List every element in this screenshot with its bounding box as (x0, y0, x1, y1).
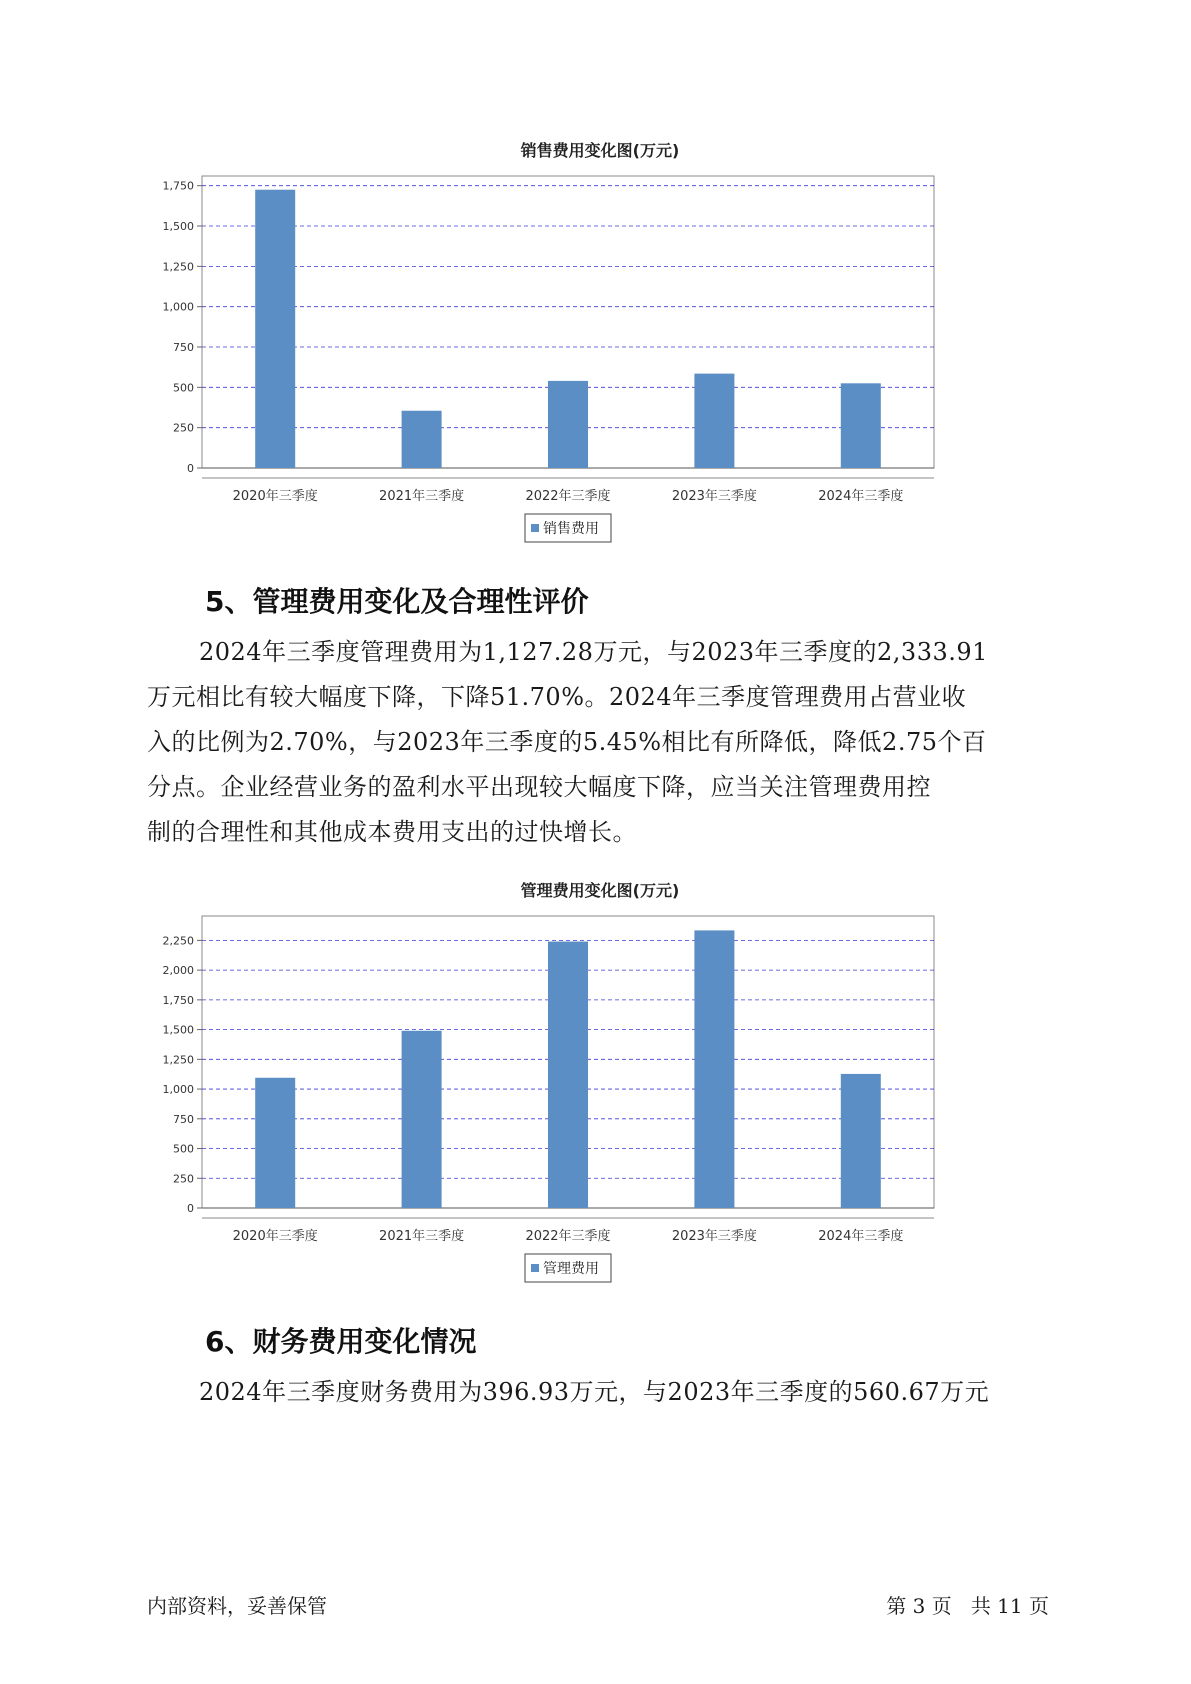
y-tick-label: 1,250 (162, 1053, 194, 1067)
chart-title: 销售费用变化图(万元) (520, 141, 680, 160)
y-tick-label: 0 (187, 462, 194, 475)
x-category-label: 2020年三季度 (232, 1229, 318, 1244)
footer-confidential-note: 内部资料，妥善保管 (147, 1594, 327, 1618)
paragraph-line: 入的比例为2.70%，与2023年三季度的5.45%相比有所降低，降低2.75个百 (147, 728, 987, 756)
y-tick-label: 500 (173, 1142, 194, 1156)
paragraph-line: 分点。企业经营业务的盈利水平出现较大幅度下降，应当关注管理费用控 (147, 773, 931, 801)
legend-label: 销售费用 (543, 521, 599, 537)
paragraph-line (147, 1370, 1047, 1415)
sales-expense-chart-svg (162, 130, 1030, 550)
chart-title: 管理费用变化图(万元) (520, 881, 680, 900)
x-category-label: 2021年三季度 (379, 1229, 465, 1244)
paragraph-text: 2024年三季度财务费用为396.93万元，与2023年三季度的560.67万元 (199, 1378, 990, 1406)
y-tick-label: 1,500 (162, 220, 194, 234)
bar (255, 190, 295, 468)
y-tick-label: 2,250 (162, 934, 194, 948)
x-category-label: 2022年三季度 (525, 1229, 611, 1244)
bar (694, 930, 734, 1208)
y-tick-label: 750 (173, 341, 194, 355)
y-tick-label: 1,750 (162, 179, 194, 193)
paragraph-line (147, 630, 1047, 675)
x-category-label: 2023年三季度 (671, 1229, 757, 1244)
admin-expense-chart (162, 870, 1030, 1290)
x-category-label: 2023年三季度 (671, 489, 757, 504)
paragraph-text: 2024年三季度管理费用为1,127.28万元，与2023年三季度的2,333.91 (199, 638, 988, 666)
legend-swatch (531, 1264, 539, 1272)
y-tick-label: 2,000 (162, 964, 194, 978)
sales-expense-chart (162, 130, 1030, 550)
y-tick-label: 1,000 (162, 300, 194, 314)
footer-page-number: 第 3 页 共 11 页 (886, 1594, 1049, 1618)
section-5-heading: 5、管理费用变化及合理性评价 (205, 585, 589, 618)
bar (841, 1074, 881, 1208)
x-category-label: 2024年三季度 (818, 489, 904, 504)
y-tick-label: 750 (173, 1112, 194, 1126)
y-tick-label: 0 (187, 1202, 194, 1215)
bar (548, 942, 588, 1208)
x-category-label: 2024年三季度 (818, 1229, 904, 1244)
legend-label: 管理费用 (543, 1261, 599, 1277)
bar (548, 381, 588, 468)
bar (841, 383, 881, 468)
paragraph-line: 万元相比有较大幅度下降，下降51.70%。2024年三季度管理费用占营业收 (147, 683, 967, 711)
x-category-label: 2021年三季度 (379, 489, 465, 504)
y-tick-label: 1,500 (162, 1023, 194, 1037)
y-tick-label: 250 (173, 1172, 194, 1186)
bar (402, 411, 442, 468)
y-tick-label: 1,750 (162, 993, 194, 1007)
legend-swatch (531, 524, 539, 532)
section-6-paragraph (147, 1370, 1047, 1415)
x-category-label: 2020年三季度 (232, 489, 318, 504)
admin-expense-chart-svg (162, 870, 1030, 1290)
section-5-paragraph (147, 630, 1047, 855)
section-6-heading: 6、财务费用变化情况 (205, 1325, 477, 1358)
y-tick-label: 1,000 (162, 1083, 194, 1097)
bar (694, 374, 734, 468)
paragraph-line: 制的合理性和其他成本费用支出的过快增长。 (147, 818, 637, 846)
bar (255, 1078, 295, 1208)
y-tick-label: 1,250 (162, 260, 194, 274)
bar (402, 1031, 442, 1208)
x-category-label: 2022年三季度 (525, 489, 611, 504)
y-tick-label: 250 (173, 421, 194, 435)
y-tick-label: 500 (173, 381, 194, 395)
